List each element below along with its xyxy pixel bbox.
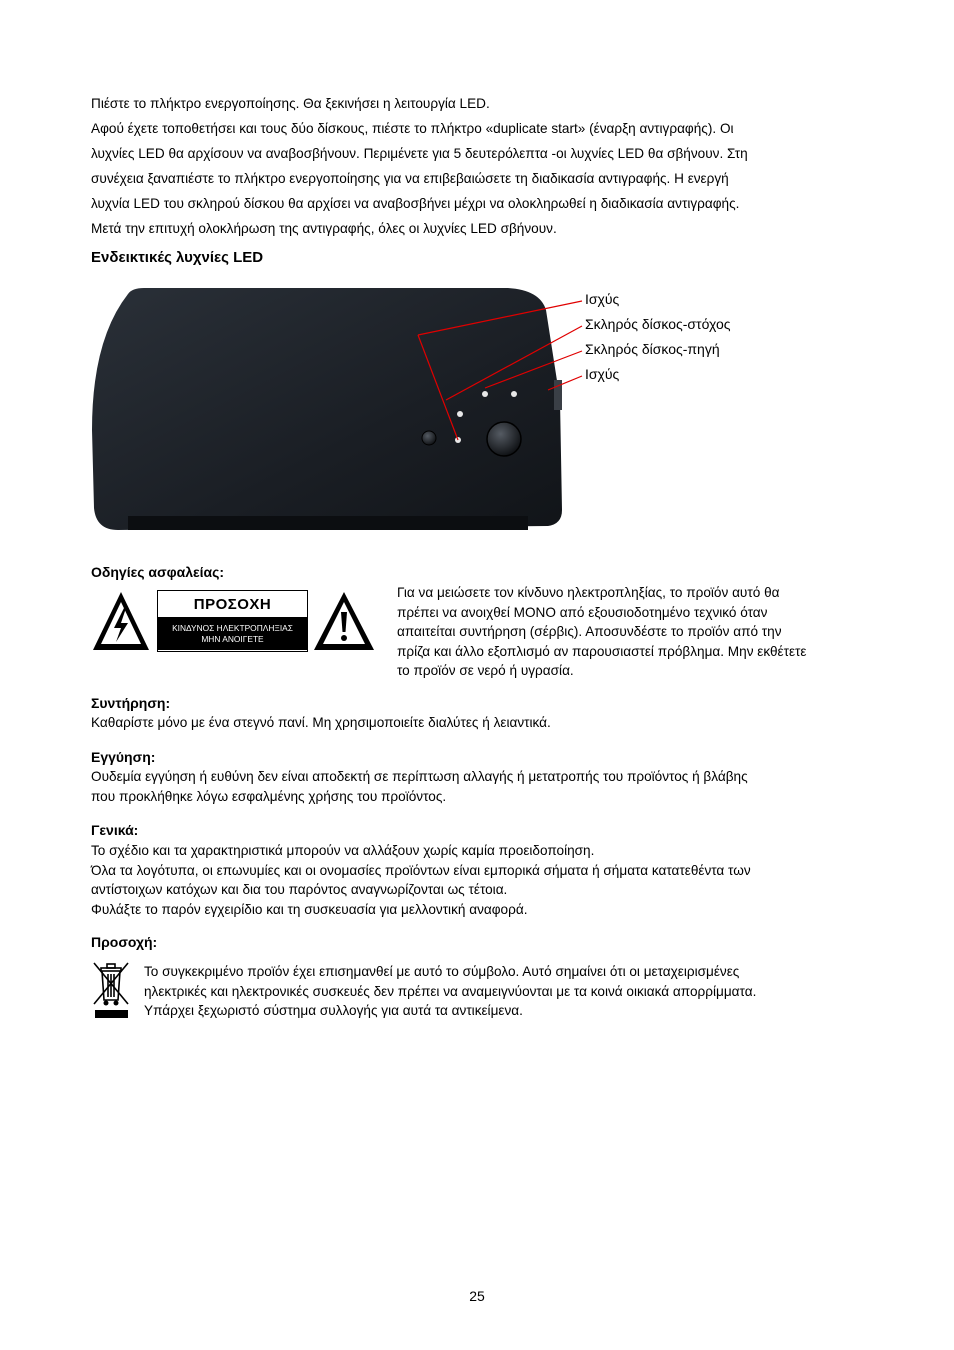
- caution-label-line: ΚΙΝΔΥΝΟΣ ΗΛΕΚΤΡΟΠΛΗΞΙΑΣ: [172, 622, 293, 633]
- warranty-line: Ουδεμία εγγύηση ή ευθύνη δεν είναι αποδεκτή σε περίπτωση αλλαγής ή μετατροπής του προϊόντος ή βλάβης: [91, 769, 748, 784]
- device-body: [92, 288, 562, 530]
- intro-paragraph: [91, 91, 881, 241]
- warranty-text: [91, 767, 748, 806]
- led-label-power-2: Ισχύς: [585, 366, 620, 382]
- caution-line: Το συγκεκριμένο προϊόν έχει επισημανθεί με αυτό το σύμβολο. Αυτό σημαίνει ότι οι μεταχειρισμένες: [144, 964, 740, 979]
- safety-line: Για να μειώσετε τον κίνδυνο ηλεκτροπληξίας, το προϊόν αυτό θα: [397, 585, 780, 600]
- maintenance-heading: Συντήρηση:: [91, 695, 171, 711]
- intro-line: συνέχεια ξαναπιέστε το πλήκτρο ενεργοποίησης για να επιβεβαιώσετε τη διαδικασία αντιγραφής. Η ενεργή: [91, 171, 729, 186]
- safety-heading: Οδηγίες ασφαλείας:: [91, 564, 225, 580]
- safety-line: πρέπει να ανοιχθεί ΜΟΝΟ από εξουσιοδοτημένο τεχνικό όταν: [397, 604, 768, 620]
- intro-line: λυχνία LED του σκληρού δίσκου θα αρχίσει να αναβοσβήνει μέχρι να ολοκληρωθεί η διαδικασία αντιγραφής.: [91, 196, 740, 211]
- general-line: αντίστοιχων κατόχων και δια του παρόντος αναγνωρίζονται ως τέτοια.: [91, 882, 508, 897]
- intro-line: Μετά την επιτυχή ολοκλήρωση της αντιγραφής, όλες οι λυχνίες LED σβήνουν.: [91, 221, 557, 236]
- caution-label-box: [157, 590, 308, 652]
- led-label-source-disk: Σκληρός δίσκος-πηγή: [585, 341, 720, 357]
- intro-line: Πιέστε το πλήκτρο ενεργοποίησης. Θα ξεκινήσει η λειτουργία LED.: [91, 96, 490, 111]
- caution-heading: Προσοχή:: [91, 934, 158, 950]
- intro-line: Αφού έχετε τοποθετήσει και τους δύο δίσκους, πιέστε το πλήκτρο «duplicate start» (έναρξη αντιγραφής). Οι: [91, 121, 734, 136]
- intro-line: λυχνίες LED θα αρχίσουν να αναβοσβήνουν. Περιμένετε για 5 δευτερόλεπτα -οι λυχνίες LED θα σβήνουν. Στη: [91, 146, 748, 161]
- led-heading: Ενδεικτικές λυχνίες LED: [91, 249, 264, 266]
- safety-text: [397, 583, 887, 681]
- maintenance-text: [91, 713, 551, 733]
- caution-label-subtext: [158, 617, 307, 650]
- general-line: Το σχέδιο και τα χαρακτηριστικά μπορούν να αλλάξουν χωρίς καμία προειδοποίηση.: [91, 843, 595, 858]
- general-line: Όλα τα λογότυπα, οι επωνυμίες και οι ονομασίες προϊόντων είναι εμπορικά σήματα ή σήματα κατατεθέντα των: [91, 862, 751, 878]
- general-heading: Γενικά:: [91, 822, 139, 838]
- exclamation-warning-icon: [312, 590, 376, 652]
- caution-label-line: ΜΗΝ ΑΝΟΙΓΕΤΕ: [201, 633, 264, 644]
- power-button: [487, 422, 521, 456]
- maintenance-line: Καθαρίστε μόνο με ένα στεγνό πανί. Μη χρησιμοποιείτε διαλύτες ή λειαντικά.: [91, 715, 551, 730]
- safety-line: το προϊόν σε νερό ή υγρασία.: [397, 663, 574, 678]
- device-illustration: [88, 280, 588, 540]
- safety-line: απαιτείται συντήρηση (σέρβις). Αποσυνδέστε το προϊόν από την: [397, 624, 782, 639]
- page-number: 25: [469, 1288, 485, 1304]
- led-target: [457, 411, 463, 417]
- caution-label-title: ΠΡΟΣΟΧΗ: [193, 595, 272, 613]
- electric-shock-warning-icon: [91, 590, 151, 652]
- general-line: Φυλάξτε το παρόν εγχειρίδιο και τη συσκευασία για μελλοντική αναφορά.: [91, 901, 528, 917]
- warranty-heading: Εγγύηση:: [91, 749, 156, 765]
- caution-text: [144, 962, 756, 1021]
- safety-line: πρίζα και άλλο εξοπλισμό αν παρουσιαστεί πρόβλημα. Μην εκθέτετε: [397, 643, 807, 659]
- warranty-line: που προκλήθηκε λόγω εσφαλμένης χρήσης του προϊόντος.: [91, 788, 447, 804]
- led-label-power: Ισχύς: [585, 291, 620, 307]
- caution-line: ηλεκτρικές και ηλεκτρονικές συσκευές δεν πρέπει να αναμειγνύονται με τα κοινά οικιακά απορρίμματα.: [144, 983, 757, 999]
- caution-line: Υπάρχει ξεχωριστό σύστημα συλλογής για αυτά τα αντικείμενα.: [144, 1003, 523, 1018]
- led-source: [511, 391, 517, 397]
- crossed-out-bin-icon: [91, 960, 131, 1022]
- small-button: [422, 431, 436, 445]
- device-base: [128, 516, 528, 530]
- general-text: [91, 841, 751, 919]
- led-power-1: [482, 391, 488, 397]
- led-label-target-disk: Σκληρός δίσκος-στόχος: [585, 316, 731, 332]
